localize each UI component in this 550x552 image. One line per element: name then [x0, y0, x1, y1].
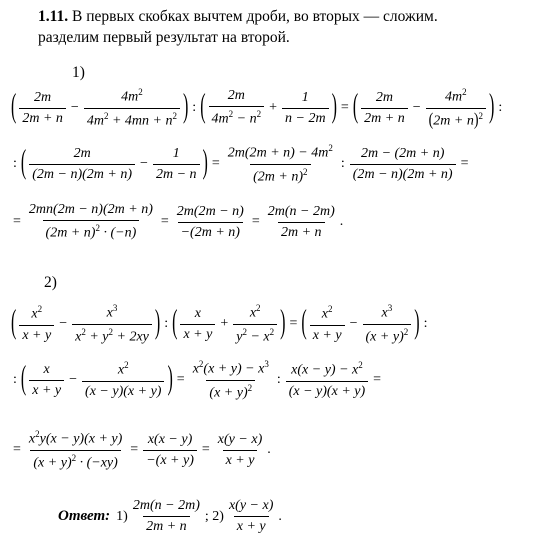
answer-item1: $\frac{2m(n - 2m)}{2m + n}$ [132, 498, 200, 534]
part1-line2: : ( $\frac{2m}{(2m - n)(2m + n)}$ − $\frac{1}{2m - n}$ ) = $\frac{2m(2m + n) - 4m^2}{(2m + n)^2}$ : $\frac{2m - (2m + n)}{(2m - n)(2m + n)}$ = [13, 142, 469, 185]
answer-item2: $\frac{x(y - x)}{x + y}$ [228, 498, 274, 534]
answer-item1-prefix: 1) [116, 508, 128, 524]
part1-line3: = $\frac{2mn(2m - n)(2m + n)}{(2m + n)^2 \cdot (-n)}$ = $\frac{2m(2m - n)}{-(2m + n)}$ = $\frac{2m(n - 2m)}{2m + n}$ . [13, 202, 344, 241]
part2-line3: = $\frac{x^2y(x - y)(x + y)}{(x + y)^2 \cdot (-xy)}$ = $\frac{x(x - y)}{-(x + y)}$ = $\frac{x(y - x)}{x + y}$ . [13, 428, 271, 471]
problem-text-line1: В первых скобках вычтем дроби, во вторых — сложим. [72, 8, 438, 25]
part1-line1: ( $\frac{2m}{2m + n}$ − $\frac{4m^2}{4m^2 + 4mn + n^2}$ ) : ( $\frac{2m}{4m^2 - n^2}$ + $\frac{1}{n - 2m}$ ) = ( $\frac{2m}{2m + n}$ − $\frac{4m^2}{(2m + n)^2}$ ) : [11, 86, 503, 130]
part2-label: 2) [44, 274, 57, 291]
problem-text-line2: разделим первый результат на второй. [38, 29, 290, 46]
answer-separator: ; [204, 508, 209, 524]
answer-label: Ответ: [58, 508, 111, 524]
part2-line2: : ( $\frac{x}{x + y}$ − $\frac{x^2}{(x - y)(x + y)}$ ) = $\frac{x^2(x + y) - x^3}{(x + y)^2}$ : $\frac{x(x - y) - x^2}{(x - y)(x + y)}$ = [13, 358, 382, 401]
answer-item2-prefix: 2) [212, 508, 224, 524]
problem-number: 1.11. [38, 8, 69, 25]
part2-line1: ( $\frac{x^2}{x + y}$ − $\frac{x^3}{x^2 + y^2 + 2xy}$ ) : ( $\frac{x}{x + y}$ + $\frac{x^2}{y^2 - x^2}$ ) = ( $\frac{x^2}{x + y}$ − $\frac{x^3}{(x + y)^2}$ ) : [11, 302, 428, 345]
problem-statement [38, 6, 543, 48]
part1-label: 1) [72, 64, 85, 81]
answer: Ответ: 1) $\frac{2m(n - 2m)}{2m + n}$ ; 2) $\frac{x(y - x)}{x + y}$ . [58, 498, 282, 534]
